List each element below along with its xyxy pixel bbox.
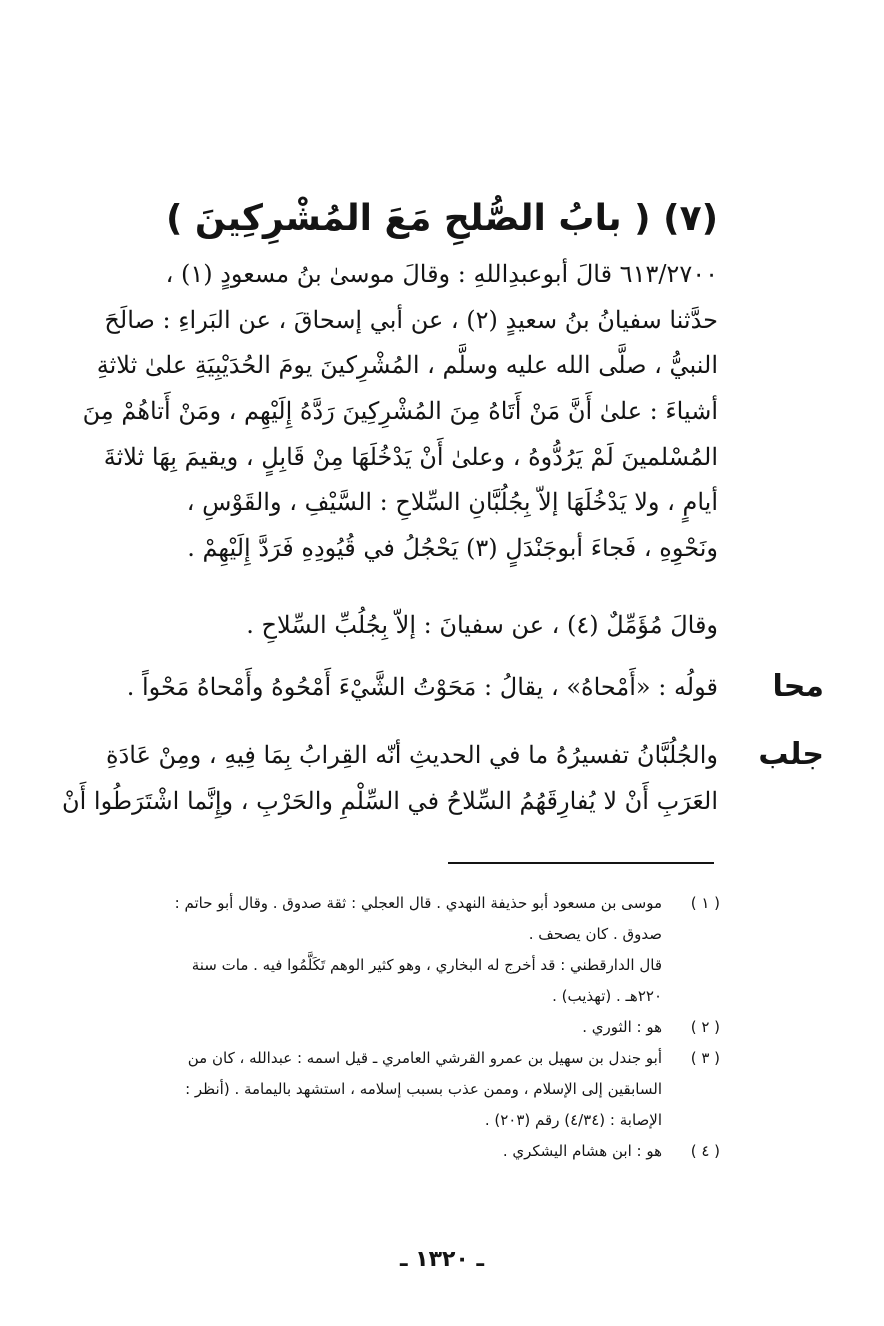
footnote-line: ٢٢٠هـ . (تهذيب) . — [552, 987, 662, 1005]
muammal-narration: وقالَ مُؤَمِّلٌ (٤) ، عن سفيانَ : إلاّ بِجُلُبِّ السِّلاحِ . — [246, 611, 718, 639]
footnote-number: ( ١ ) — [690, 894, 720, 912]
footnote-line: السابقين إلى الإسلام ، وممن عذب بسبب إسلامه ، استشهد باليمامة . (أنظر : — [185, 1080, 662, 1098]
footnote-number: ( ٣ ) — [690, 1049, 720, 1067]
footnote-line: صدوق . كان يصحف . — [528, 925, 662, 943]
footnote-line: هو : الثوري . — [582, 1018, 662, 1036]
footnote — [60, 1136, 720, 1167]
footnote-line: أبو جندل بن سهيل بن عمرو القرشي العامري ـ قيل اسمه : عبدالله ، كان من — [187, 1049, 662, 1067]
hadith-line: النبيُّ ، صلَّى الله عليه وسلَّم ، المُشْرِكينَ يومَ الحُدَيْبِيَةِ علىٰ ثلاثةِ — [96, 351, 718, 380]
footnote-line: هو : ابن هشام اليشكري . — [502, 1142, 662, 1160]
hadith-line: أيامٍ ، ولا يَدْخُلَهَا إلاّ بِجُلُبَّانِ السِّلاحِ : السَّيْفِ ، والقَوْسِ ، — [186, 488, 718, 517]
gloss-line: قولُه : «أَمْحاهُ» ، يقالُ : مَحَوْتُ الشَّيْءَ أَمْحُوهُ وأَمْحاهُ مَحْواً . — [126, 673, 718, 701]
margin-gloss-word: جلب — [758, 737, 824, 772]
margin-gloss-word: محا — [772, 669, 824, 704]
chapter-heading: (٧) ( بابُ الصُّلحِ مَعَ المُشْرِكِينَ ) — [165, 198, 719, 239]
footnote-line: قال الدارقطني : قد أخرج له البخاري ، وهو كثير الوهم تَكَلَّمُوا فيه . مات سنة — [191, 956, 662, 974]
footnotes — [60, 888, 720, 1167]
footnote-line: الإصابة : (٤/٣٤) رقم (٢٠٣) . — [484, 1111, 662, 1129]
gloss-line: والجُلُبَّانُ تفسيرُهُ ما في الحديثِ أنّه القِرابُ بِمَا فِيهِ ، ومِنْ عَادَةِ — [106, 741, 718, 769]
footnote-line: موسى بن مسعود أبو حذيفة النهدي . قال العجلي : ثقة صدوق . وقال أبو حاتم : — [174, 894, 662, 912]
hadith-line: ونَحْوِهِ ، فَجاءَ أبوجَنْدَلٍ (٣) يَحْجُلُ في قُيُودِهِ فَرَدَّ إِلَيْهِمْ . — [187, 534, 718, 563]
footnote — [60, 888, 720, 950]
page-number: ـ ١٣٢٠ ـ — [399, 1247, 485, 1272]
footnote — [60, 1043, 720, 1136]
hadith-line: أشياءَ : علىٰ أَنَّ مَنْ أَتَاهُ مِنَ المُشْرِكِينَ رَدَّهُ إِلَيْهِم ، ومَنْ أَتاهُمْ مِنَ — [82, 397, 718, 426]
hadith-line: ٦١٣/٢٧٠٠ قالَ أبوعبدِاللهِ : وقالَ موسىٰ بنُ مسعودٍ (١) ، — [165, 260, 718, 288]
hadith-line: حدَّثنا سفيانُ بنُ سعيدٍ (٢) ، عن أبي إسحاقَ ، عن البَراءِ : صالَحَ — [104, 305, 718, 334]
gloss-line: العَرَبِ أَنْ لا يُفارِقَهُمُ السِّلاحُ في السِّلْمِ والحَرْبِ ، وإِنَّما اشْتَرَطُوا أَنْ — [61, 787, 718, 815]
footnote — [60, 1012, 720, 1043]
footnote-number: ( ٤ ) — [690, 1142, 720, 1160]
hadith-line: المُسْلمينَ لَمْ يَرُدُّوهُ ، وعلىٰ أَنْ يَدْخُلَهَا مِنْ قَابِلٍ ، ويقيمَ بِهَا ثلاثةَ — [103, 442, 718, 471]
hadith-text — [40, 252, 718, 582]
footnote-divider — [448, 862, 714, 864]
footnote-number: ( ٢ ) — [690, 1018, 720, 1036]
